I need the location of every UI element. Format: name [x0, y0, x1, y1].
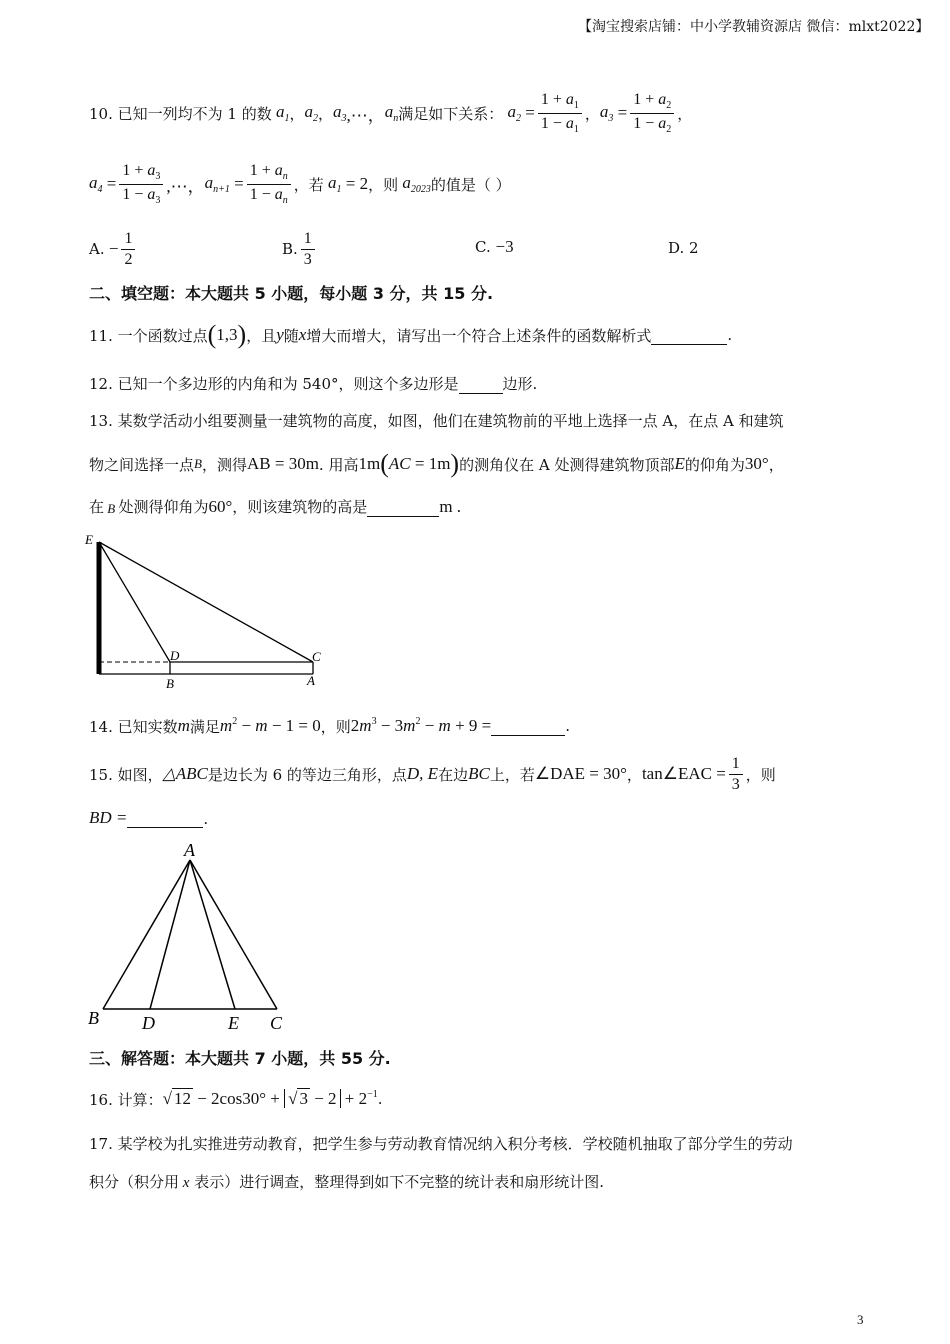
label-b: B — [166, 676, 174, 691]
q14: 14. 已知实数 m 满足 $m^2 - m - 1 = 0$ ，则 $2m^3 - 3m^2 - m + 9$ = . — [89, 716, 571, 736]
label-d: D — [170, 648, 180, 663]
q13-line3: 在 B 处测得仰角为 60° ，则该建筑物的高是 m . — [89, 497, 462, 516]
q10-line2: $a_4$ = $\frac{1 + a_3}{1 - a_3}$ ,⋯， $a_{n+1}$ = $\frac{1 + a_n}{1 - a_n}$ ，若 $a_1$ = 2 ，则 $a_{2023}$ 的值是（ ） — [89, 162, 511, 206]
section-3-title: 三、解答题：本大题共 7 小题，共 55 分. — [89, 1049, 391, 1068]
q10-choice-c: C. −3 — [475, 237, 514, 256]
header-text: 【淘宝搜索店铺：中小学教辅资源店 微信：mlxt2022】 — [578, 19, 930, 35]
section-2-title: 二、填空题：本大题共 5 小题，每小题 3 分，共 15 分. — [89, 284, 494, 303]
segment-ad — [150, 860, 190, 1009]
q15-figure — [80, 836, 300, 1036]
q10-line1: 10. 已知一列均不为 1 的数 $a_1$ ， $a_2$ ， $a_3$ ,⋯， $a_n$ 满足如下关系： $a_2$ = $\frac{1 + a_1}{1 - a_1}$ ， $a_3$ = $\frac{1 + a_2}{1 - a_2}$ ， — [89, 91, 693, 135]
q10-choice-b: B. $\frac{1}{3}$ — [282, 225, 318, 273]
q15-line1: 15. 如图， △ABC 是边长为 6 的等边三角形，点 D, E 在边 BC 上，若 ∠DAE = 30° ， tan∠EAC = $\frac{1}{3}$ ，则 — [89, 754, 776, 793]
label-e: E — [228, 1013, 239, 1033]
label-b: B — [88, 1008, 99, 1028]
q10-choice-a: A. − $\frac{1}{2}$ — [89, 225, 138, 273]
q10-prefix: 10. 已知一列均不为 1 的数 — [89, 104, 272, 123]
label-e: E — [85, 532, 93, 547]
q13-figure — [80, 530, 340, 695]
label-a: A — [307, 673, 315, 688]
q10-value: 的值是（ ） — [430, 175, 511, 194]
q10-choice-d: D. 2 — [668, 239, 699, 257]
label-a: A — [184, 840, 195, 860]
side-ab — [103, 860, 190, 1009]
page-number: 3 — [857, 1312, 864, 1327]
q12: 12. 已知一个多边形的内角和为 540°，则这个多边形是 边形. — [89, 375, 538, 393]
q16: 16. 计算： √ 12 − 2cos30° + √ $3 - 2 + 2^{-1}$ . — [89, 1089, 383, 1109]
line-ec — [99, 542, 313, 662]
line-ed — [99, 542, 170, 662]
label-d: D — [142, 1013, 155, 1033]
q17-line1: 17. 某学校为扎实推进劳动教育，把学生参与劳动教育情况纳入积分考核．学校随机抽取了部分学生的劳动 — [89, 1135, 793, 1153]
q13-line1: 13. 某数学活动小组要测量一建筑物的高度，如图，他们在建筑物前的平地上选择一点 A，在点 A 和建筑 — [89, 412, 784, 430]
q11: 11. 一个函数过点 ( 1,3 ) ，且 y 随 x 增大而增大，请写出一个符合上述条件的函数解析式 . — [89, 320, 733, 349]
q15-line2: BD = . — [89, 808, 209, 828]
q10-if: ，若 — [293, 175, 324, 194]
q10-then: ，则 — [368, 175, 399, 194]
segment-ae — [190, 860, 235, 1009]
q10-mid: 满足如下关系： — [398, 104, 504, 123]
label-c: C — [270, 1013, 283, 1033]
label-c: C — [312, 649, 321, 664]
q17-line2: 积分（积分用 x 表示）进行调查，整理得到如下不完整的统计表和扇形统计图. — [89, 1173, 604, 1191]
q13-line2: 物之间选择一点 B ，测得 AB = 30m . 用高 1m ( AC = 1m ) 的测角仪在 A 处测得建筑物顶部 E 的仰角为 30° ， — [89, 449, 784, 478]
side-ac — [190, 860, 277, 1009]
